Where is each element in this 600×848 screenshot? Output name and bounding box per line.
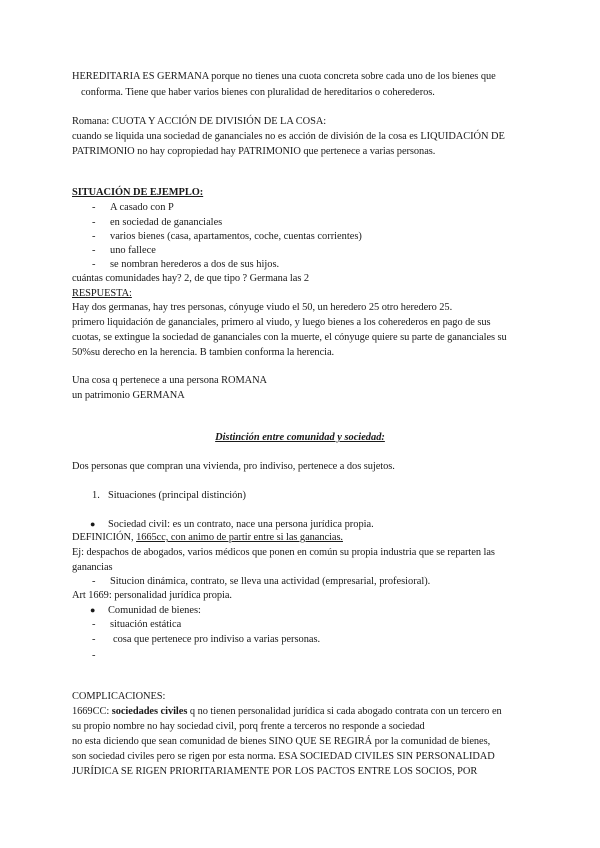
- list-item: A casado con P: [110, 202, 174, 213]
- paragraph-line: cuotas, se extingue la sociedad de gananciales con la muerte, el cónyuge quiere su parte de gananciales su: [72, 332, 507, 343]
- paragraph-line: Hay dos germanas, hay tres personas, cónyuge viudo el 50, un heredero 25 otro heredero 25.: [72, 302, 453, 313]
- section-heading: COMPLICACIONES:: [72, 691, 166, 702]
- dash-marker: -: [92, 245, 96, 256]
- line-rest: q no tienen personalidad jurídica si cada abogado contrata con un tercero en: [187, 706, 502, 717]
- article-ref: 1669CC:: [72, 706, 112, 717]
- paragraph-line: Romana: CUOTA Y ACCIÓN DE DIVISIÓN DE LA COSA:: [72, 116, 327, 127]
- dash-marker: -: [92, 202, 96, 213]
- list-item: Situcion dinámica, contrato, se lleva una actividad (empresarial, profesioral).: [110, 576, 431, 587]
- section-title: Distinción entre comunidad y sociedad:: [215, 432, 385, 443]
- bullet-item: Comunidad de bienes:: [108, 605, 201, 616]
- bullet-item: Sociedad civil: es un contrato, nace una persona jurídica propia.: [108, 519, 374, 530]
- bullet-marker: ●: [90, 605, 96, 615]
- list-item: en sociedad de gananciales: [110, 217, 223, 228]
- paragraph-line: no esta diciendo que sean comunidad de bienes SINO QUE SE REGIRÁ por la comunidad de bienes,: [72, 736, 491, 747]
- list-item: situación estática: [110, 619, 182, 630]
- numbered-item: Situaciones (principal distinción): [108, 490, 246, 501]
- dash-marker: -: [92, 231, 96, 242]
- definition-prefix: DEFINICIÓN,: [72, 532, 137, 543]
- paragraph-line: primero liquidación de gananciales, primero al viudo, y luego bienes a los coherederos en pago de sus: [72, 317, 491, 328]
- dash-marker: -: [92, 619, 96, 630]
- answer-label: RESPUESTA:: [72, 288, 132, 299]
- paragraph-line: su propio nombre no hay sociedad civil, porq frente a terceros no responde a sociedad: [72, 721, 425, 732]
- list-number: 1.: [92, 490, 100, 501]
- paragraph-line: son sociedad civiles pero se rigen por esta norma. ESA SOCIEDAD CIVILES SIN PERSONALIDAD: [72, 751, 495, 762]
- list-item: varios bienes (casa, apartamentos, coche, cuentas corrientes): [110, 231, 362, 242]
- paragraph-line: Ej: despachos de abogados, varios médicos que ponen en común su propia industria que se reparten las: [72, 547, 495, 558]
- paragraph-line: un patrimonio GERMANA: [72, 390, 185, 401]
- dash-marker: -: [92, 259, 96, 270]
- definition-line: [72, 530, 343, 545]
- bullet-marker: ●: [90, 519, 96, 529]
- paragraph-line: HEREDITARIA ES GERMANA porque no tienes una cuota concreta sobre cada uno de los bienes que: [72, 71, 496, 82]
- bold-term: sociedades civiles: [111, 706, 188, 717]
- dash-marker: -: [92, 576, 96, 587]
- paragraph-line: 50%su derecho en la herencia. B tambien conforma la herencia.: [72, 347, 335, 358]
- paragraph-line: Art 1669: personalidad jurídica propia.: [72, 590, 232, 601]
- dash-marker: -: [92, 634, 96, 645]
- paragraph-line: [72, 704, 502, 719]
- paragraph-line: Dos personas que compran una vivienda, pro indiviso, pertenece a dos sujetos.: [72, 461, 395, 472]
- list-item: se nombran herederos a dos de sus hijos.: [110, 259, 280, 270]
- dash-marker-empty: -: [92, 650, 96, 661]
- list-item: uno fallece: [110, 245, 156, 256]
- list-item: cosa que pertenece pro indiviso a varias personas.: [113, 634, 321, 645]
- paragraph-line: conforma. Tiene que haber varios bienes con pluralidad de hereditarios o coherederos.: [81, 87, 435, 98]
- definition-underlined: 1665cc, con animo de partir entre si las ganancias.: [136, 532, 343, 543]
- paragraph-line: PATRIMONIO no hay copropiedad hay PATRIMONIO que pertenece a varias personas.: [72, 146, 436, 157]
- paragraph-line: JURÍDICA SE RIGEN PRIORITARIAMENTE POR LOS PACTOS ENTRE LOS SOCIOS, POR: [72, 766, 478, 777]
- section-heading: SITUACIÓN DE EJEMPLO:: [72, 187, 204, 198]
- question-line: cuántas comunidades hay? 2, de que tipo ? Germana las 2: [72, 273, 310, 284]
- dash-marker: -: [92, 217, 96, 228]
- paragraph-line: cuando se liquida una sociedad de gananciales no es acción de división de la cosa es LIQUIDACIÓN DE: [72, 131, 505, 142]
- paragraph-line: ganancias: [72, 562, 113, 573]
- paragraph-line: Una cosa q pertenece a una persona ROMANA: [72, 375, 268, 386]
